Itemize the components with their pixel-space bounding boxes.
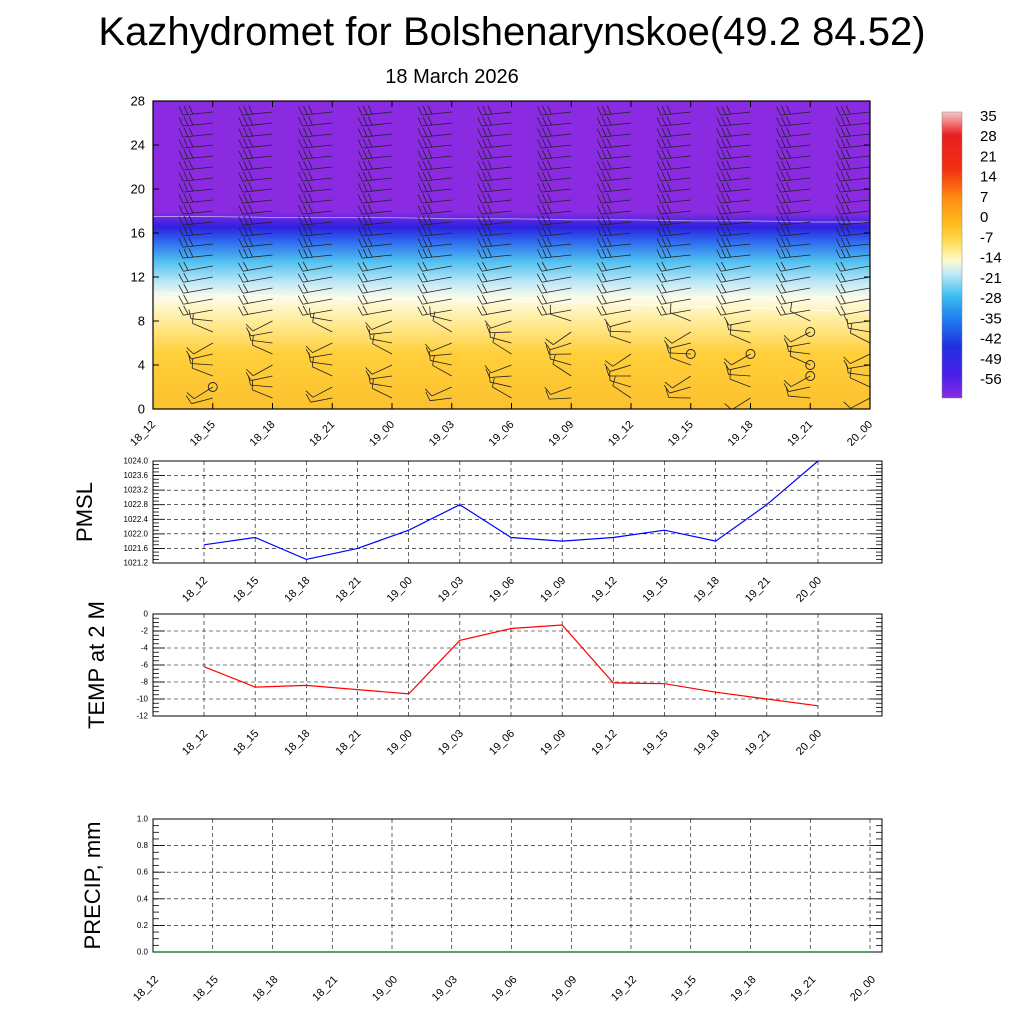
temp-panel [84, 601, 882, 758]
x-tick-label: 19_03 [435, 574, 466, 605]
x-tick-label: 19_09 [549, 973, 580, 1004]
y-tick-label: 0 [143, 609, 148, 619]
x-tick-label: 18_21 [333, 727, 364, 758]
y-tick-label: 4 [137, 357, 145, 373]
precip-panel [80, 815, 882, 1004]
x-tick-label: 19_06 [487, 574, 518, 605]
y-tick-label: 1.0 [136, 814, 148, 824]
x-tick-label: 19_00 [384, 727, 415, 758]
y-tick-label: -6 [140, 660, 148, 670]
y-tick-label: 1022.0 [123, 529, 148, 539]
x-tick-label: 18_18 [247, 418, 278, 449]
y-tick-label: 1021.6 [123, 543, 148, 553]
x-tick-label: 19_12 [589, 574, 620, 605]
x-tick-label: 19_06 [487, 727, 518, 758]
y-axis-title: PMSL [72, 482, 97, 542]
colorbar-label: -14 [980, 249, 1002, 267]
wind-barb [119, 213, 153, 225]
x-tick-label: 18_12 [131, 973, 162, 1004]
plot-frame [153, 819, 882, 952]
x-tick-label: 19_15 [668, 973, 699, 1004]
x-tick-label: 18_12 [180, 574, 211, 605]
wind-barb [119, 246, 153, 258]
colorbar-strip [942, 112, 962, 398]
wind-barb [128, 378, 153, 387]
y-tick-label: 1023.6 [123, 471, 148, 481]
x-tick-label: 18_15 [187, 418, 218, 449]
colorbar-label: -28 [980, 290, 1002, 308]
x-tick-label: 19_03 [426, 418, 457, 449]
y-tick-label: 0 [137, 401, 145, 417]
chart-title: Kazhydromet for Bolshenarynskoe(49.2 84.52) [98, 10, 926, 54]
x-tick-label: 20_00 [794, 727, 825, 758]
x-tick-label: 20_00 [845, 418, 876, 449]
x-tick-label: 19_21 [788, 973, 819, 1004]
y-tick-label: 0.6 [136, 867, 148, 877]
wind-barb [130, 337, 157, 354]
x-tick-label: 19_15 [640, 574, 671, 605]
x-tick-label: 18_15 [231, 727, 262, 758]
x-tick-label: 18_15 [190, 973, 221, 1004]
colorbar-label: 35 [980, 108, 997, 125]
x-tick-label: 19_12 [606, 418, 637, 449]
x-tick-label: 19_18 [691, 727, 722, 758]
x-tick-label: 19_15 [640, 727, 671, 758]
x-tick-label: 18_21 [307, 418, 338, 449]
x-tick-label: 18_15 [231, 574, 262, 605]
y-axis-title: TEMP at 2 M [84, 601, 109, 729]
colorbar-label: 0 [980, 209, 989, 227]
colorbar-label: -56 [980, 371, 1002, 388]
x-tick-label: 18_21 [333, 574, 364, 605]
wind-barb [119, 169, 153, 181]
y-tick-label: 8 [137, 313, 145, 329]
y-tick-label: -4 [140, 643, 148, 653]
x-tick-label: 19_21 [785, 418, 816, 449]
x-tick-label: 19_12 [589, 727, 620, 758]
x-tick-label: 19_06 [486, 418, 517, 449]
y-tick-label: 0.2 [136, 920, 148, 930]
colorbar-label: 14 [980, 168, 997, 186]
y-tick-label: -8 [140, 677, 148, 687]
colorbar-label: -35 [980, 310, 1002, 328]
wind-barb [119, 158, 153, 170]
wind-barb [129, 382, 156, 398]
y-tick-label: 0.8 [136, 841, 148, 851]
x-tick-label: 19_21 [742, 574, 773, 605]
x-tick-label: 19_03 [435, 727, 466, 758]
colorbar-label: -21 [980, 269, 1002, 287]
x-tick-label: 19_00 [367, 418, 398, 449]
wind-barb [119, 202, 153, 214]
colorbar [942, 108, 1002, 398]
x-tick-label: 19_18 [725, 418, 756, 449]
colorbar-label: 28 [980, 128, 997, 146]
y-tick-label: 12 [130, 269, 145, 285]
wind-barb [119, 290, 153, 305]
x-tick-label: 18_21 [310, 973, 341, 1004]
wind-barb [119, 301, 153, 316]
x-tick-label: 20_00 [794, 574, 825, 605]
x-tick-label: 19_09 [538, 574, 569, 605]
y-tick-label: 1022.8 [123, 500, 148, 510]
y-tick-label: 24 [130, 137, 145, 153]
y-tick-label: 0.4 [136, 894, 148, 904]
x-tick-label: 19_00 [370, 973, 401, 1004]
y-tick-label: 0.0 [136, 947, 148, 957]
x-tick-label: 19_00 [384, 574, 415, 605]
y-tick-label: 1023.2 [123, 485, 148, 495]
y-tick-label: -2 [140, 626, 148, 636]
y-tick-label: -10 [136, 694, 148, 704]
y-tick-label: -12 [136, 711, 148, 721]
y-axis-title: PRECIP, mm [80, 821, 105, 950]
x-tick-label: 19_12 [609, 973, 640, 1004]
x-tick-label: 18_18 [282, 574, 313, 605]
chart-date: 18 March 2026 [385, 66, 519, 88]
wind-barb [128, 333, 153, 343]
x-tick-label: 19_21 [742, 727, 773, 758]
y-tick-label: 1022.4 [123, 514, 148, 524]
y-tick-label: 16 [130, 225, 145, 241]
wind-barb [119, 125, 153, 137]
y-tick-label: 28 [130, 93, 145, 109]
y-tick-label: 20 [130, 181, 145, 197]
x-tick-label: 19_03 [429, 973, 460, 1004]
cross-section-panel [119, 94, 875, 449]
x-tick-label: 19_18 [728, 973, 759, 1004]
plot-frame [153, 461, 882, 563]
x-tick-label: 19_06 [489, 973, 520, 1004]
x-tick-label: 19_09 [538, 727, 569, 758]
x-tick-label: 18_12 [128, 418, 159, 449]
colorbar-label: -49 [980, 350, 1002, 368]
colorbar-label: 21 [980, 148, 997, 166]
x-tick-label: 18_12 [180, 727, 211, 758]
y-tick-label: 1021.2 [123, 558, 148, 568]
x-tick-label: 18_18 [282, 727, 313, 758]
x-tick-label: 18_18 [250, 973, 281, 1004]
x-tick-label: 19_18 [691, 574, 722, 605]
x-tick-label: 19_09 [546, 418, 577, 449]
x-tick-label: 20_00 [848, 973, 879, 1004]
colorbar-label: -42 [980, 330, 1002, 348]
x-tick-label: 19_15 [665, 418, 696, 449]
y-tick-label: 1024.0 [123, 456, 148, 466]
pmsl-panel [72, 457, 882, 605]
colorbar-label: 7 [980, 188, 989, 206]
colorbar-label: -7 [980, 229, 994, 247]
wind-barb [119, 114, 153, 126]
